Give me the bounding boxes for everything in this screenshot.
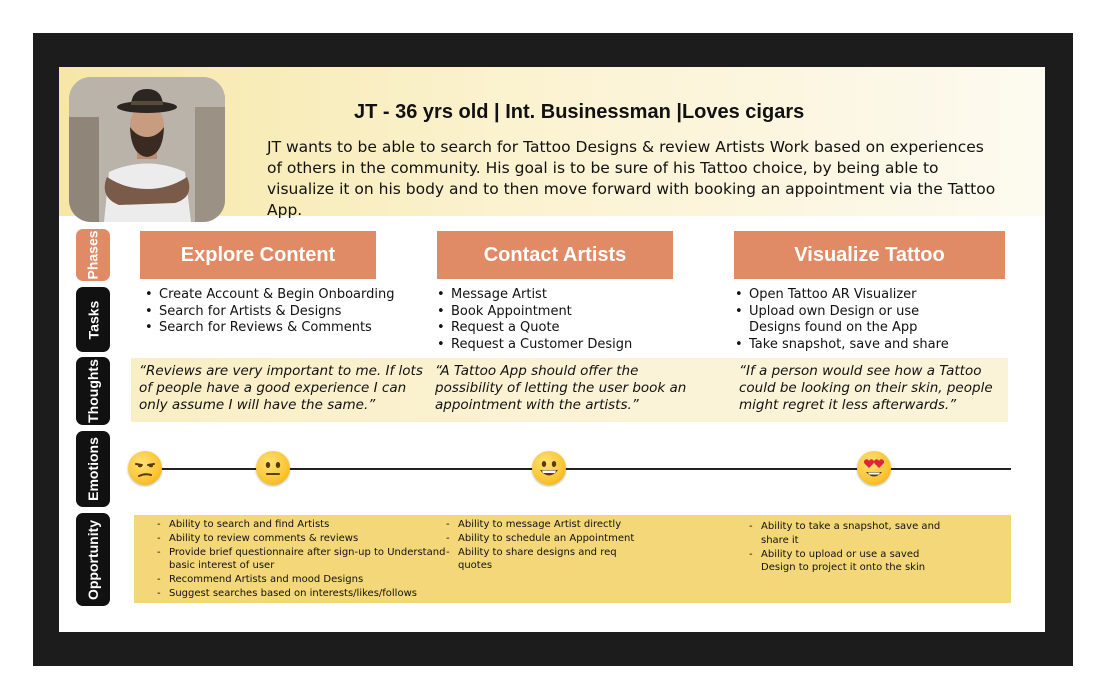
persona-avatar xyxy=(69,77,225,222)
task-item: • Request a Customer Design xyxy=(435,337,695,354)
persona-photo-illustration xyxy=(69,77,225,222)
opportunity-item: - Ability to message Artist directly xyxy=(446,518,646,532)
opportunity-item: - Suggest searches based on interests/likes/follows xyxy=(157,587,447,601)
opportunity-item: - Ability to review comments & reviews xyxy=(157,532,447,546)
tasks-explore-content xyxy=(143,287,413,337)
task-item: • Upload own Design or use Designs found on the App xyxy=(733,304,963,337)
opportunities-contact-artists xyxy=(446,518,646,573)
row-tab-emotions xyxy=(76,431,110,507)
opportunities-explore-content xyxy=(157,518,447,601)
unamused-face-icon xyxy=(128,451,162,485)
row-tab-tasks xyxy=(76,287,110,352)
row-tab-tasks-label: Tasks xyxy=(85,300,102,339)
task-item: • Request a Quote xyxy=(435,320,695,337)
thought-explore-content: “Reviews are very important to me. If lots of people have a good experience I can only assume I will have the same.” xyxy=(139,363,423,413)
persona-title: JT - 36 yrs old | Int. Businessman |Loves cigars xyxy=(354,101,805,123)
task-item: • Open Tattoo AR Visualizer xyxy=(733,287,963,304)
row-tab-phases xyxy=(76,229,110,281)
opportunity-item: - Ability to schedule an Appointment xyxy=(446,532,646,546)
row-tab-opportunity xyxy=(76,513,110,606)
task-item: • Search for Reviews & Comments xyxy=(143,320,413,337)
opportunities-visualize-tattoo xyxy=(749,520,949,575)
opportunity-item: - Ability to take a snapshot, save and share it xyxy=(749,520,949,548)
phase-contact-artists: Contact Artists xyxy=(437,231,673,279)
opportunity-item: - Ability to upload or use a saved Design to project it onto the skin xyxy=(749,548,949,576)
row-tab-emotions-label: Emotions xyxy=(85,437,101,501)
row-tab-thoughts-label: Thoughts xyxy=(85,359,102,423)
tasks-visualize-tattoo xyxy=(733,287,963,354)
heart-eyes-face-icon xyxy=(857,451,891,485)
phase-visualize-tattoo: Visualize Tattoo xyxy=(734,231,1005,279)
opportunity-item: - Recommend Artists and mood Designs xyxy=(157,573,447,587)
task-item: • Create Account & Begin Onboarding xyxy=(143,287,413,304)
tasks-contact-artists xyxy=(435,287,695,354)
task-item: • Search for Artists & Designs xyxy=(143,304,413,321)
grinning-face-icon xyxy=(532,451,566,485)
neutral-face-icon xyxy=(256,451,290,485)
row-tab-phases-label: Phases xyxy=(85,230,102,280)
opportunity-item: - Provide brief questionnaire after sign-up to Understand basic interest of user xyxy=(157,546,447,574)
persona-intro: JT wants to be able to search for Tattoo Designs & review Artists Work based on experiences of others in the community. His goal is to be sure of his Tattoo choice, by being able to visualize it on his body and to then move forward with booking an appointment via the Tattoo App. xyxy=(267,138,996,219)
thought-visualize-tattoo: “If a person would see how a Tattoo could be looking on their skin, people might regret it less afterwards.” xyxy=(739,363,993,413)
opportunity-item: - Ability to share designs and req quotes xyxy=(446,546,646,574)
journey-map-card xyxy=(59,67,1045,632)
thought-contact-artists: “A Tattoo App should offer the possibility of letting the user book an appointment with the artists.” xyxy=(435,363,687,413)
task-item: • Book Appointment xyxy=(435,304,695,321)
opportunity-item: - Ability to search and find Artists xyxy=(157,518,447,532)
task-item: • Message Artist xyxy=(435,287,695,304)
task-item: • Take snapshot, save and share xyxy=(733,337,963,354)
row-tab-opportunity-label: Opportunity xyxy=(85,519,102,600)
phase-explore-content: Explore Content xyxy=(140,231,376,279)
row-tab-thoughts xyxy=(76,357,110,425)
